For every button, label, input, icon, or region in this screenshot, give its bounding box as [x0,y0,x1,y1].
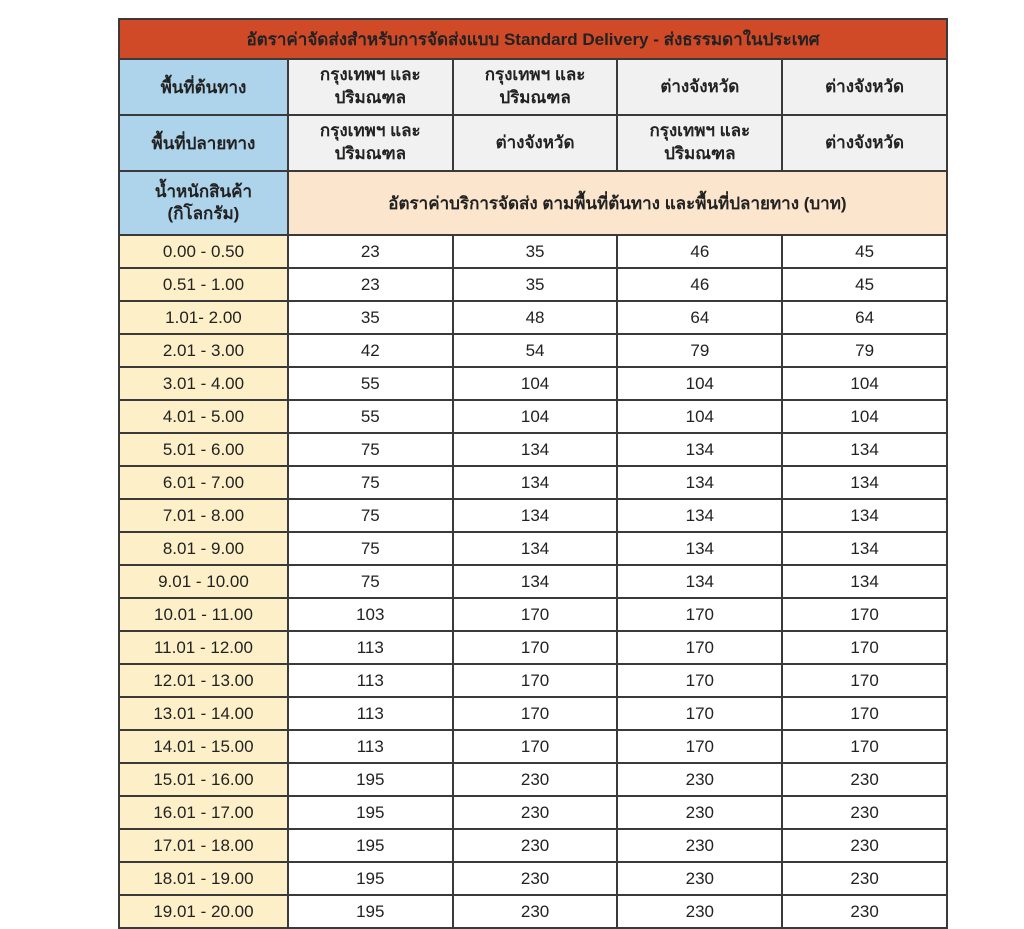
rate-value-cell: 170 [782,697,947,730]
table-row [119,895,947,928]
destination-header-row [119,115,947,171]
rate-value-cell: 195 [288,862,453,895]
rate-value-cell: 64 [617,301,782,334]
table-row [119,301,947,334]
weight-range-cell: 18.01 - 19.00 [119,862,288,895]
rate-value-cell: 195 [288,829,453,862]
rate-value-cell: 104 [617,400,782,433]
table-row [119,664,947,697]
table-title: อัตราค่าจัดส่งสำหรับการจัดส่งแบบ Standard Delivery - ส่งธรรมดาในประเทศ [119,19,947,59]
weight-label-line2: (กิโลกรัม) [167,204,240,223]
rate-value-cell: 134 [453,433,618,466]
rate-value-cell: 230 [782,895,947,928]
rate-value-cell: 230 [453,895,618,928]
table-row [119,334,947,367]
rate-value-cell: 104 [782,367,947,400]
rate-value-cell: 35 [288,301,453,334]
rate-value-cell: 42 [288,334,453,367]
rate-value-cell: 170 [617,697,782,730]
rate-value-cell: 113 [288,730,453,763]
rate-description-cell: อัตราค่าบริการจัดส่ง ตามพื้นที่ต้นทาง และพื้นที่ปลายทาง (บาท) [288,171,947,235]
rate-value-cell: 134 [453,532,618,565]
weight-column-label [119,171,288,235]
rate-value-cell: 55 [288,400,453,433]
table-row [119,796,947,829]
rate-value-cell: 134 [453,499,618,532]
rate-value-cell: 170 [782,631,947,664]
weight-range-cell: 0.00 - 0.50 [119,235,288,268]
rate-value-cell: 170 [453,631,618,664]
origin-area-cell: กรุงเทพฯ และ ปริมณฑล [288,59,453,115]
rate-value-cell: 230 [782,796,947,829]
rate-value-cell: 170 [782,730,947,763]
table-row [119,829,947,862]
rate-value-cell: 134 [617,565,782,598]
weight-range-cell: 10.01 - 11.00 [119,598,288,631]
rate-value-cell: 46 [617,235,782,268]
rate-value-cell: 64 [782,301,947,334]
weight-range-cell: 7.01 - 8.00 [119,499,288,532]
rate-value-cell: 113 [288,697,453,730]
rate-value-cell: 230 [782,763,947,796]
weight-range-cell: 13.01 - 14.00 [119,697,288,730]
table-row [119,466,947,499]
rate-value-cell: 195 [288,895,453,928]
rate-value-cell: 45 [782,235,947,268]
rate-value-cell: 170 [617,598,782,631]
rate-value-cell: 170 [617,664,782,697]
rate-value-cell: 104 [453,367,618,400]
rate-value-cell: 230 [782,829,947,862]
rate-value-cell: 230 [617,763,782,796]
rate-value-cell: 134 [782,532,947,565]
weight-label-line1: น้ำหนักสินค้า [154,181,253,201]
shipping-rate-table [118,18,948,929]
table-row [119,598,947,631]
origin-area-cell: กรุงเทพฯ และ ปริมณฑล [453,59,618,115]
rate-value-cell: 134 [782,433,947,466]
weight-range-cell: 1.01- 2.00 [119,301,288,334]
table-row [119,400,947,433]
rate-value-cell: 75 [288,466,453,499]
weight-range-cell: 12.01 - 13.00 [119,664,288,697]
table-row [119,730,947,763]
weight-range-cell: 14.01 - 15.00 [119,730,288,763]
weight-range-cell: 6.01 - 7.00 [119,466,288,499]
rate-value-cell: 230 [617,895,782,928]
table-row [119,235,947,268]
destination-area-cell: กรุงเทพฯ และ ปริมณฑล [288,115,453,171]
rate-value-cell: 230 [782,862,947,895]
rate-value-cell: 230 [617,829,782,862]
weight-range-cell: 8.01 - 9.00 [119,532,288,565]
destination-area-cell: ต่างจังหวัด [453,115,618,171]
rate-value-cell: 134 [617,433,782,466]
table-row [119,499,947,532]
weight-range-cell: 5.01 - 6.00 [119,433,288,466]
rate-value-cell: 113 [288,631,453,664]
rate-value-cell: 55 [288,367,453,400]
rate-value-cell: 79 [617,334,782,367]
origin-area-cell: ต่างจังหวัด [782,59,947,115]
rate-value-cell: 134 [617,466,782,499]
rate-value-cell: 113 [288,664,453,697]
rate-value-cell: 134 [617,499,782,532]
rate-value-cell: 230 [453,796,618,829]
weight-range-cell: 11.01 - 12.00 [119,631,288,664]
table-row [119,565,947,598]
shipping-rate-table-wrap [118,18,948,929]
rate-value-cell: 134 [782,466,947,499]
origin-header-row [119,59,947,115]
rate-value-cell: 104 [453,400,618,433]
rate-value-cell: 134 [617,532,782,565]
rate-value-cell: 230 [453,862,618,895]
weight-range-cell: 0.51 - 1.00 [119,268,288,301]
rate-value-cell: 170 [617,730,782,763]
weight-range-cell: 3.01 - 4.00 [119,367,288,400]
rate-value-cell: 75 [288,433,453,466]
table-row [119,862,947,895]
rate-value-cell: 46 [617,268,782,301]
rate-value-cell: 48 [453,301,618,334]
table-row [119,367,947,400]
table-row [119,697,947,730]
rate-value-cell: 35 [453,235,618,268]
destination-row-label: พื้นที่ปลายทาง [119,115,288,171]
rate-value-cell: 134 [453,565,618,598]
rate-value-cell: 75 [288,499,453,532]
weight-range-cell: 17.01 - 18.00 [119,829,288,862]
table-row [119,763,947,796]
rate-value-cell: 170 [782,664,947,697]
weight-range-cell: 15.01 - 16.00 [119,763,288,796]
rate-value-cell: 230 [617,796,782,829]
rate-value-cell: 54 [453,334,618,367]
weight-range-cell: 19.01 - 20.00 [119,895,288,928]
rate-value-cell: 170 [782,598,947,631]
table-row [119,631,947,664]
rate-value-cell: 134 [782,565,947,598]
weight-rate-header-row [119,171,947,235]
weight-range-cell: 16.01 - 17.00 [119,796,288,829]
origin-row-label: พื้นที่ต้นทาง [119,59,288,115]
rate-value-cell: 195 [288,763,453,796]
weight-range-cell: 9.01 - 10.00 [119,565,288,598]
rate-value-cell: 230 [453,829,618,862]
rate-value-cell: 195 [288,796,453,829]
rate-value-cell: 23 [288,268,453,301]
destination-area-cell: ต่างจังหวัด [782,115,947,171]
rate-value-cell: 75 [288,532,453,565]
rate-value-cell: 35 [453,268,618,301]
table-row [119,532,947,565]
rate-value-cell: 170 [453,598,618,631]
rate-value-cell: 23 [288,235,453,268]
rate-value-cell: 79 [782,334,947,367]
rate-value-cell: 104 [617,367,782,400]
table-row [119,268,947,301]
weight-range-cell: 4.01 - 5.00 [119,400,288,433]
rate-value-cell: 103 [288,598,453,631]
rate-value-cell: 230 [617,862,782,895]
rate-value-cell: 170 [453,730,618,763]
weight-range-cell: 2.01 - 3.00 [119,334,288,367]
rate-value-cell: 170 [617,631,782,664]
title-row [119,19,947,59]
destination-area-cell: กรุงเทพฯ และ ปริมณฑล [617,115,782,171]
origin-area-cell: ต่างจังหวัด [617,59,782,115]
rate-value-cell: 230 [453,763,618,796]
table-row [119,433,947,466]
rate-rows-body [119,235,947,928]
rate-value-cell: 75 [288,565,453,598]
rate-value-cell: 134 [453,466,618,499]
rate-value-cell: 170 [453,664,618,697]
rate-value-cell: 170 [453,697,618,730]
rate-value-cell: 45 [782,268,947,301]
rate-value-cell: 134 [782,499,947,532]
rate-value-cell: 104 [782,400,947,433]
